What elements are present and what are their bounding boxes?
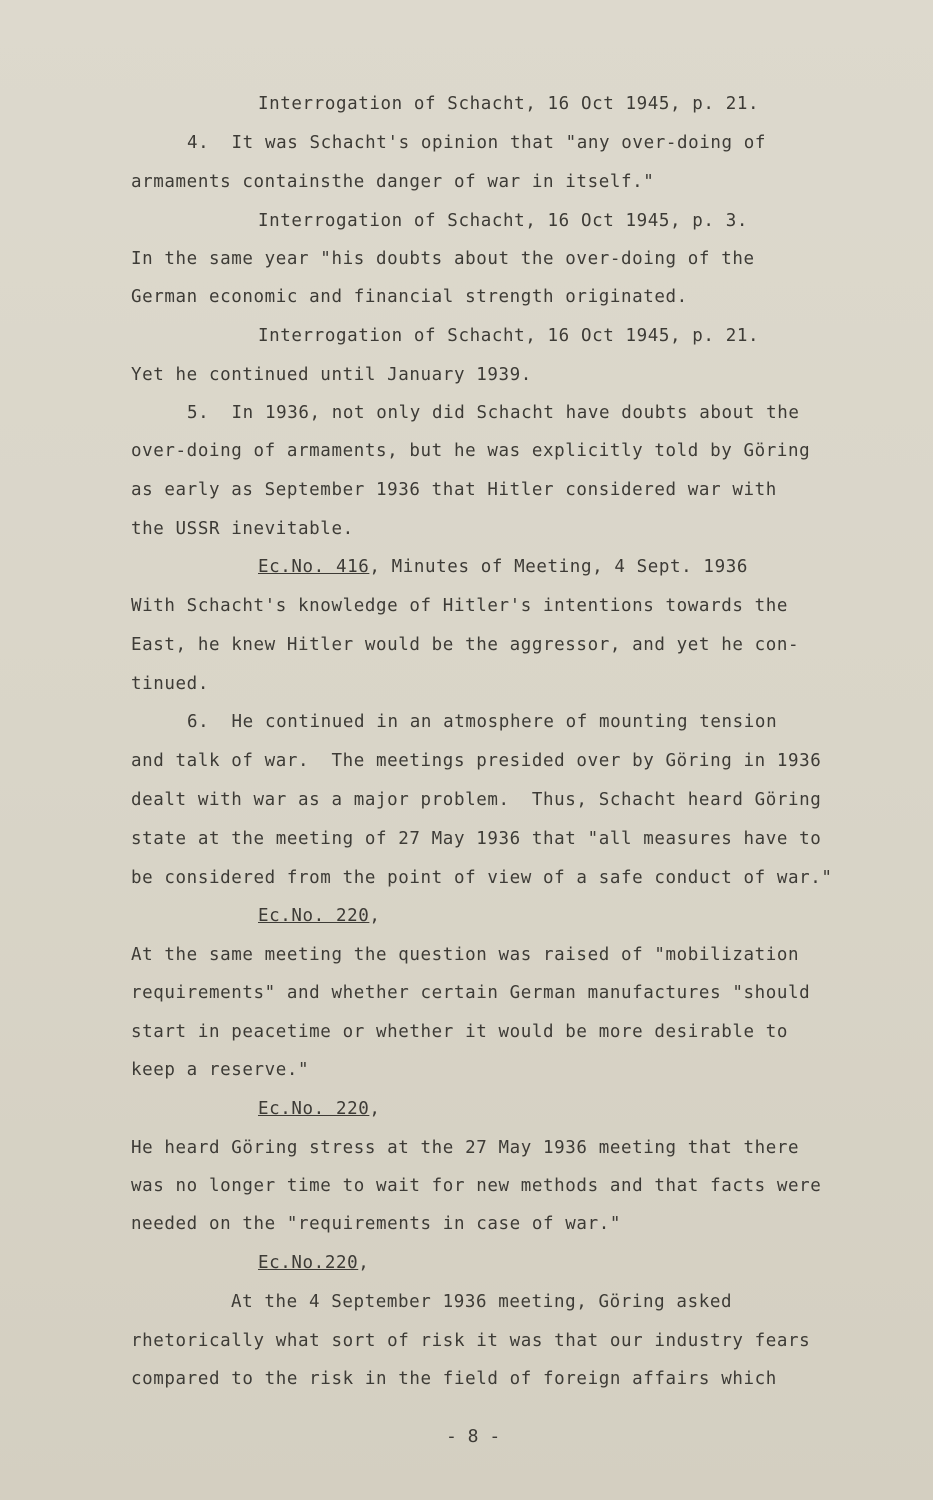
citation-text: , Minutes of Meeting, 4 Sept. 1936 (369, 557, 748, 577)
exhibit-ref: Ec.No.220 (258, 1253, 359, 1273)
body-line: was no longer time to wait for new methods and that facts were (131, 1176, 822, 1196)
body-line: At the same meeting the question was raised of "mobilization (131, 945, 800, 965)
citation-line: Interrogation of Schacht, 16 Oct 1945, p. 21. (258, 94, 760, 114)
body-line: requirements" and whether certain German manufactures "should (131, 983, 811, 1003)
body-line: German economic and financial strength originated. (131, 287, 688, 307)
citation-line: Interrogation of Schacht, 16 Oct 1945, p. 3. (258, 211, 748, 231)
paragraph-6-line: and talk of war. The meetings presided over by Göring in 1936 (131, 751, 822, 771)
body-line: keep a reserve." (131, 1060, 310, 1080)
body-line: He heard Göring stress at the 27 May 1936 meeting that there (131, 1138, 800, 1158)
exhibit-citation (258, 1252, 369, 1274)
citation-text: , (369, 1099, 381, 1119)
body-line: Yet he continued until January 1939. (131, 365, 532, 385)
body-line: compared to the risk in the field of foreign affairs which (131, 1369, 777, 1389)
paragraph-6-line: be considered from the point of view of a safe conduct of war." (131, 868, 833, 888)
body-line: At the 4 September 1936 meeting, Göring asked (231, 1292, 733, 1312)
citation-line: Interrogation of Schacht, 16 Oct 1945, p. 21. (258, 326, 760, 346)
body-line: With Schacht's knowledge of Hitler's intentions towards the (131, 596, 789, 616)
exhibit-citation (258, 905, 381, 927)
body-line: In the same year "his doubts about the over-doing of the (131, 249, 755, 269)
body-line: tinued. (131, 674, 209, 694)
paragraph-5-line: 5. In 1936, not only did Schacht have doubts about the (187, 403, 800, 423)
paragraph-5-line: over-doing of armaments, but he was explicitly told by Göring (131, 441, 811, 461)
body-line: needed on the "requirements in case of war." (131, 1214, 621, 1234)
exhibit-citation (258, 1098, 381, 1120)
page-number: - 8 - (446, 1426, 501, 1447)
paragraph-5-line: the USSR inevitable. (131, 519, 354, 539)
paragraph-6-line: state at the meeting of 27 May 1936 that "all measures have to (131, 829, 822, 849)
body-line: East, he knew Hitler would be the aggressor, and yet he con- (131, 635, 800, 655)
paragraph-6-line: 6. He continued in an atmosphere of mounting tension (187, 712, 778, 732)
body-line: rhetorically what sort of risk it was that our industry fears (131, 1331, 811, 1351)
paragraph-6-line: dealt with war as a major problem. Thus, Schacht heard Göring (131, 790, 822, 810)
body-line: start in peacetime or whether it would be more desirable to (131, 1022, 789, 1042)
paragraph-4-line: armaments containsthe danger of war in itself." (131, 172, 655, 192)
paragraph-5-line: as early as September 1936 that Hitler considered war with (131, 480, 777, 500)
exhibit-ref: Ec.No. 220 (258, 906, 370, 926)
exhibit-ref: Ec.No. 416 (258, 557, 370, 577)
exhibit-ref: Ec.No. 220 (258, 1099, 370, 1119)
citation-text: , (369, 906, 381, 926)
exhibit-citation (258, 556, 748, 578)
citation-text: , (358, 1253, 370, 1273)
paragraph-4-line: 4. It was Schacht's opinion that "any over-doing of (187, 133, 767, 153)
